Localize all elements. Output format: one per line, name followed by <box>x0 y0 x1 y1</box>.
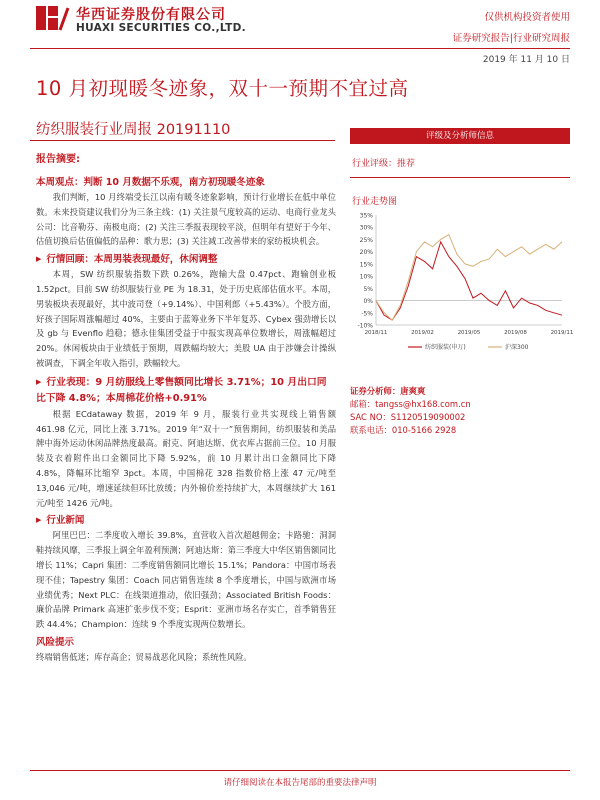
section-body: 本周，SW 纺织服装指数下跌 0.26%，跑输大盘 0.47pct、跑输创业板 1.52pct。目前 SW 纺织服装行业 PE 为 18.31，处于历史底部估值水平。本周，男装板块表现最好，其中波司登（+9.14%）、中国利郎（+5.43%）。个股方面，好孩子国际周涨幅超过 40%，主要由于蓝筹业务下半年复苏、Cybex 强劲增长以及 gb 与 Evenflo 趋稳；德永佳集团受益于中报实现高单位数增长，周涨幅超过 20%。休闲板块由于业绩低于预期，周跌幅均较大；美股 UA 由于涉嫌会计操纵被调查，下调全年收入指引，跌幅较大。 <box>36 269 336 368</box>
report-summary <box>36 150 336 668</box>
analyst-sac: SAC NO：S1120519090002 <box>350 412 466 422</box>
y-tick-label: 25% <box>359 236 373 244</box>
analyst-info <box>350 385 570 437</box>
sidebar-divider <box>350 177 570 178</box>
section-heading: ▶ 行情回顾：本周男装表现最好，休闲调整 <box>36 252 336 267</box>
analyst-sidebar <box>350 128 574 437</box>
section-weekly-view <box>36 175 336 249</box>
series-line-1 <box>376 242 562 320</box>
section-industry-performance <box>36 374 336 511</box>
x-tick-label: 2018/11 <box>364 330 388 336</box>
report-subtitle: 纺织服装行业周报 20191110 <box>36 122 231 138</box>
y-tick-label: -10% <box>357 322 373 330</box>
industry-rating: 行业评级：推荐 <box>352 159 416 169</box>
section-body: 我们判断，10 月终端受长江以南有暖冬迹象影响，预计行业增长在低中单位数。未来投资建议我们分为三条主线：(1) 关注景气度较高的运动、电商行业龙头公司：比音勒芬、南极电商；(2) 关注三季报表现较平淡，但明年有望好于今年、估值切换后估值偏低的品种：歌力思；(3) 关注减工改善带来的家纺板块机会。 <box>36 192 336 247</box>
trend-chart <box>350 209 574 359</box>
section-body: 终端销售低迷；库存高企；贸易战恶化风险；系统性风险。 <box>36 651 252 662</box>
y-tick-label: 20% <box>359 249 373 257</box>
section-heading: 本周观点：判断 10 月数据不乐观，南方初现暖冬迹象 <box>36 177 265 188</box>
x-tick-label: 2019/05 <box>457 330 481 336</box>
audience-note: 仅供机构投资者使用 <box>484 12 570 23</box>
section-heading: ▶ 行业表现：9 月纺服线上零售额同比增长 3.71%；10 月出口同比下降 4.8%；本周棉花价格+0.91% <box>36 374 336 407</box>
series-line-2 <box>376 235 562 321</box>
analyst-email[interactable]: 邮箱：tangss@hx168.com.cn <box>350 399 471 409</box>
section-market-review <box>36 252 336 371</box>
y-tick-label: 30% <box>359 224 373 232</box>
legend-label: 沪深300 <box>505 344 529 351</box>
section-heading: 风险提示 <box>36 636 75 648</box>
trend-chart-title: 行业走势图 <box>352 197 398 207</box>
summary-label: 报告摘要: <box>36 154 80 165</box>
report-date: 2019 年 11 月 10 日 <box>482 55 570 65</box>
x-tick-label: 2019/11 <box>550 330 574 336</box>
sidebar-header: 评级及分析师信息 <box>350 128 570 144</box>
subtitle-divider <box>30 140 335 141</box>
y-tick-label: 10% <box>359 273 373 281</box>
section-body: 阿里巴巴：二季度收入增长 39.8%，直营收入首次超越佣金；卡路驰：洞洞鞋持续风靡，三季报上调全年盈利预测；阿迪达斯：第三季度大中华区销售额同比增长 11%；Capri 集团：二季度销售额同比增长 15.1%；Pandora：中国市场表现不佳；Tapestry 集团：Coach 同店销售连续 8 个季度增长，中国与欧洲市场业绩优秀；Next PLC：在线渠道推动，依旧强劲；Associated British Foods：廉价品牌 Primark 高速扩张步伐不变；Esprit：亚洲市场名存实亡，首季销售狂跌 44.4%；Champion：连续 9 个季度实现两位数增长。 <box>36 530 336 630</box>
section-industry-news <box>36 513 336 632</box>
x-tick-label: 2019/02 <box>411 330 434 336</box>
header-divider <box>30 48 570 49</box>
analyst-name: 证券分析师：唐爽爽 <box>350 386 426 396</box>
report-type: 证券研究报告|行业研究周报 <box>452 33 570 44</box>
huaxi-logo-icon <box>34 4 70 32</box>
footer-divider <box>30 770 570 771</box>
company-name-en: HUAXI SECURITIES CO.,LTD. <box>76 22 246 34</box>
y-tick-label: 35% <box>359 212 373 220</box>
y-tick-label: 15% <box>359 261 373 269</box>
section-body: 根据 ECdataway 数据，2019 年 9 月，服装行业共实现线上销售额 461.98 亿元，同比上涨 3.71%。2019 年“双十一”预售期间，纺织服装和美品牌中海外运动休闲品牌热度最高。耐克、阿迪达斯、优衣库占据前三位。10 月服装及衣着附件出口金额同比下降 5.92%，前 10 月累计出口金额同比下降 4.8%，降幅环比缩窄 3pct。本周，中国棉花 328 指数价格上涨 47 元/吨至 13,046 元/吨，增速延续但环比放缓；内外棉价差持续扩大，本周继续扩大 161 元/吨至 1426 元/吨。 <box>36 408 336 508</box>
report-title: 10 月初现暖冬迹象，双十一预期不宜过高 <box>36 77 409 100</box>
trend-chart-svg <box>350 209 574 359</box>
section-risk <box>36 635 336 665</box>
company-name-cn: 华西证券股份有限公司 <box>76 7 226 23</box>
section-heading: ▶ 行业新闻 <box>36 513 336 528</box>
y-tick-label: 5% <box>363 285 373 293</box>
analyst-phone: 联系电话：010-5166 2928 <box>350 425 457 435</box>
legend-label: 纺织服装(申万) <box>425 344 466 351</box>
legal-notice: 请仔细阅读在本报告尾部的重要法律声明 <box>223 778 377 788</box>
x-tick-label: 2019/08 <box>504 330 527 336</box>
y-tick-label: -5% <box>361 310 373 318</box>
y-tick-label: 0% <box>363 298 373 306</box>
